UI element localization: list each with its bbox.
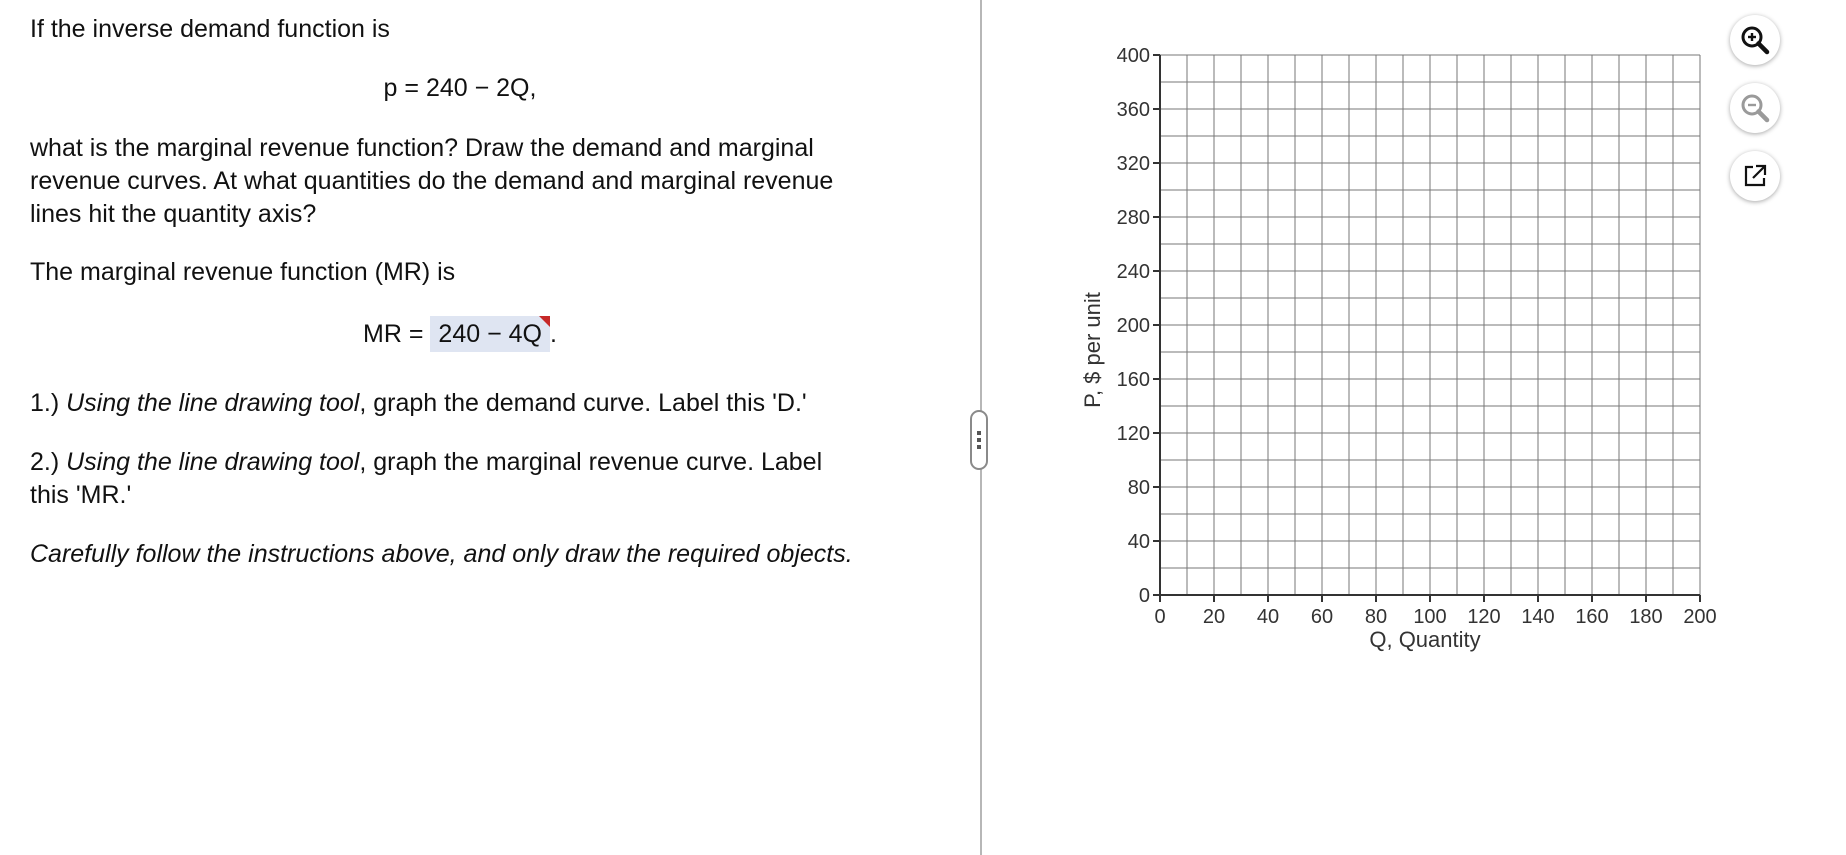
prompt-line-1: what is the marginal revenue function? Draw the demand and marginal [30,134,814,162]
step-2 [30,446,822,479]
x-tick-label: 0 [1154,606,1166,628]
mr-label: MR = [363,320,431,348]
x-tick-label: 80 [1364,606,1388,628]
y-tick-label: 360 [1116,99,1150,121]
graph-canvas[interactable] [1060,30,1740,670]
grid-lines [1160,55,1700,595]
step-2-text: , graph the marginal revenue curve. Label [359,448,823,476]
x-tick-label: 180 [1629,606,1663,628]
step-1-text: , graph the demand curve. Label this 'D.' [359,389,807,417]
y-tick-label: 0 [1138,585,1150,607]
x-axis-label: Q, Quantity [1369,627,1481,652]
y-tick-label: 240 [1116,261,1150,283]
x-tick-label: 140 [1521,606,1555,628]
y-tick-label: 160 [1116,369,1150,391]
prompt-line-3: lines hit the quantity axis? [30,200,317,228]
y-axis-label: P, $ per unit [1080,292,1105,408]
answer-flag-icon [539,316,550,327]
divider-drag-handle[interactable] [970,410,988,470]
popout-icon [1741,162,1769,190]
zoom-out-icon [1739,92,1771,124]
x-tick-label: 60 [1310,606,1334,628]
x-tick-label: 160 [1575,606,1609,628]
x-tick-label: 200 [1683,606,1717,628]
y-tick-label: 80 [1127,477,1150,499]
x-tick-label: 20 [1202,606,1226,628]
popout-button[interactable] [1730,151,1780,201]
x-tick-label: 120 [1467,606,1501,628]
mr-intro-text: The marginal revenue function (MR) is [30,258,456,286]
mr-answer-field[interactable] [430,316,550,352]
instruction-text: Carefully follow the instructions above, and only draw the required objects. [30,540,853,568]
mr-answer-value: 240 − 4Q [438,320,542,348]
step-2-line-2: this 'MR.' [30,481,132,509]
mr-period: . [549,320,557,348]
demand-equation: p = 240 − 2Q, [383,74,537,102]
intro-text: If the inverse demand function is [30,15,390,43]
zoom-in-icon [1739,24,1771,56]
y-tick-label: 40 [1127,531,1150,553]
y-tick-label: 320 [1116,153,1150,175]
y-tick-label: 200 [1116,315,1150,337]
zoom-in-button[interactable] [1730,15,1780,65]
step-2-number: 2.) [30,448,67,476]
step-1-tool-name: Using the line drawing tool [66,389,360,417]
step-1 [30,387,807,420]
y-tick-label: 400 [1116,45,1150,67]
zoom-out-button[interactable] [1730,83,1780,133]
y-tick-label: 120 [1116,423,1150,445]
x-tick-label: 100 [1413,606,1447,628]
y-tick-label: 280 [1116,207,1150,229]
step-1-number: 1.) [30,389,67,417]
step-2-tool-name: Using the line drawing tool [66,448,360,476]
prompt-line-2: revenue curves. At what quantities do the demand and marginal revenue [30,167,834,195]
mr-equation [0,318,920,351]
x-tick-label: 40 [1256,606,1280,628]
